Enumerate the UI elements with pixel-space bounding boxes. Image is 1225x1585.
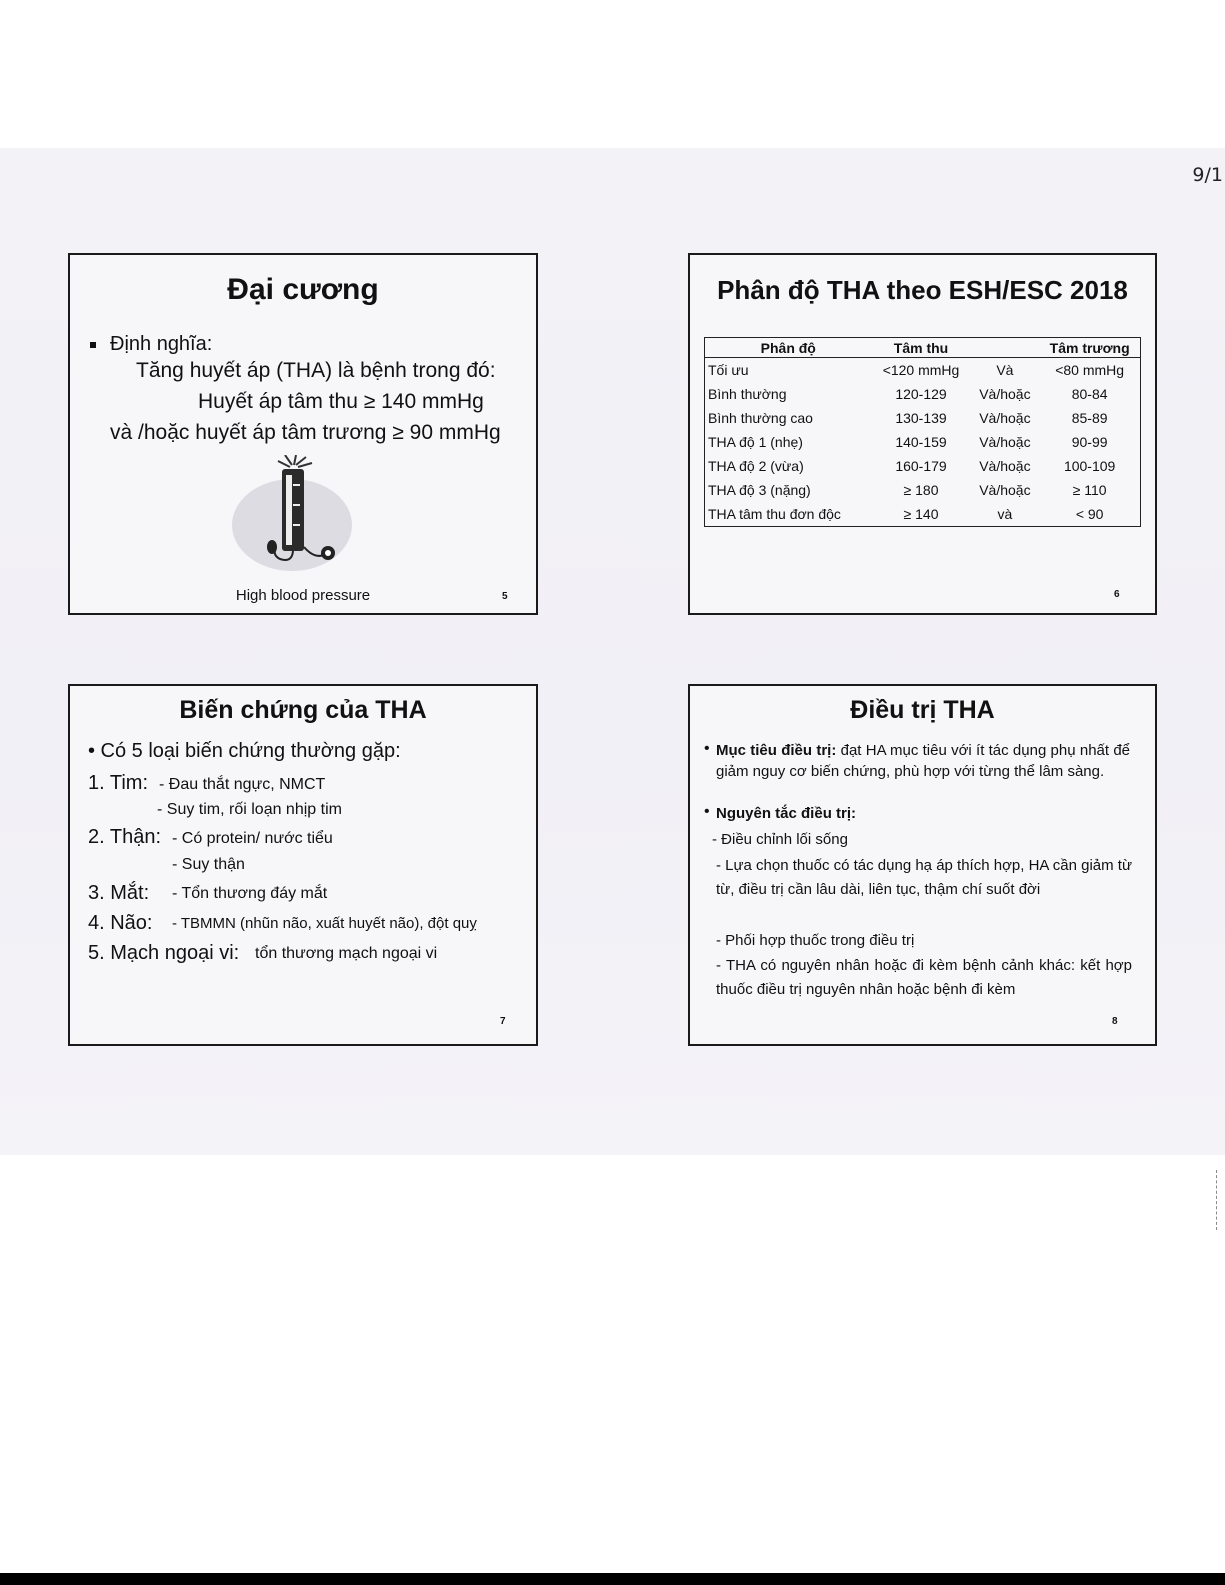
table-cell: Và/hoặc [979, 410, 1031, 426]
blood-pressure-gauge-icon [230, 455, 370, 575]
slide-title: Điều trị THA [850, 696, 995, 724]
definition-line-3: và /hoặc huyết áp tâm trương ≥ 90 mmHg [110, 421, 501, 444]
table-cell: Bình thường [708, 386, 787, 402]
table-cell: Và/hoặc [979, 458, 1031, 474]
table-cell: THA độ 2 (vừa) [708, 458, 804, 474]
column-header: Tâm thu [893, 340, 949, 356]
table-cell: <80 mmHg [1055, 362, 1125, 378]
table-row [705, 478, 1141, 502]
complication-detail: - Tổn thương đáy mắt [172, 885, 328, 902]
table-row [705, 454, 1141, 478]
table-cell: ≥ 140 [903, 506, 939, 522]
column-header: Phân độ [760, 340, 816, 356]
complication-label-eye: 3. Mắt: [88, 882, 150, 904]
slide-title: Phân độ THA theo ESH/ESC 2018 [717, 275, 1128, 305]
bullet-dot-icon: • [704, 803, 710, 820]
table-cell: Và/hoặc [979, 434, 1031, 450]
table-row [705, 406, 1141, 430]
table-cell: 85-89 [1071, 410, 1108, 426]
definition-line-2: Huyết áp tâm thu ≥ 140 mmHg [198, 390, 484, 413]
complication-detail: - Có protein/ nước tiểu [172, 830, 333, 847]
complication-detail: - Suy tim, rối loạn nhịp tim [157, 801, 342, 818]
slide-number: 6 [1114, 589, 1120, 600]
table-cell: và [997, 506, 1013, 522]
table-cell: 140-159 [895, 434, 947, 450]
table-cell: ≥ 110 [1072, 482, 1107, 498]
bullet-dot-icon: • [704, 740, 710, 757]
page-number: 9/1 [1192, 164, 1223, 186]
complication-detail: - Đau thắt ngực, NMCT [159, 776, 326, 793]
bp-classification-table [704, 337, 1141, 527]
scan-bottom-edge [0, 1573, 1225, 1585]
table-cell: Và [996, 362, 1014, 378]
principle-item: - THA có nguyên nhân hoặc đi kèm bệnh cảnh khác: kết hợp thuốc điều trị nguyên nhân hoặc bệnh đi kèm [716, 957, 1132, 998]
complications-intro: • Có 5 loại biến chứng thường gặp: [88, 740, 401, 762]
table-cell: THA độ 1 (nhẹ) [708, 434, 803, 450]
slide-number: 8 [1112, 1016, 1118, 1027]
table-cell: <120 mmHg [882, 362, 960, 378]
complication-detail: tổn thương mạch ngoại vi [255, 945, 438, 962]
table-cell: Tối ưu [708, 362, 749, 378]
complication-detail: - Suy thận [172, 856, 245, 873]
complication-label-brain: 4. Não: [88, 912, 153, 934]
slide-number: 5 [502, 591, 508, 602]
definition-line-1: Tăng huyết áp (THA) là bệnh trong đó: [136, 359, 496, 382]
slide-title: Biến chứng của THA [179, 696, 427, 724]
table-cell: < 90 [1075, 506, 1104, 522]
table-cell: 120-129 [895, 386, 947, 402]
table-cell: 130-139 [895, 410, 947, 426]
slide-complications [68, 684, 538, 1046]
square-bullet-icon [90, 342, 96, 348]
slide-treatment [688, 684, 1157, 1046]
table-row [705, 382, 1141, 406]
table-row [705, 430, 1141, 454]
slide-classification [688, 253, 1157, 615]
principle-item: - Lựa chọn thuốc có tác dụng hạ áp thích hợp, HA cần giảm từ từ, điều trị cần lâu dài, liên tục, thậm chí suốt đời [716, 857, 1133, 898]
edge-marks [1216, 1170, 1223, 1230]
definition-bullet: Định nghĩa: [90, 333, 212, 356]
table-cell: ≥ 180 [903, 482, 939, 498]
complication-detail: - TBMMN (nhũn não, xuất huyết não), đột quỵ [172, 915, 477, 932]
table-cell: 100-109 [1063, 458, 1116, 474]
table-cell: 80-84 [1071, 386, 1108, 402]
slide-title: Đại cương [227, 273, 379, 306]
table-cell: 90-99 [1071, 434, 1108, 450]
illustration-caption: High blood pressure [235, 587, 371, 604]
slide-general [68, 253, 538, 615]
table-cell: THA tâm thu đơn độc [708, 506, 841, 522]
table-row [705, 502, 1141, 527]
complication-label-peripheral: 5. Mạch ngoại vi: [88, 942, 240, 964]
principle-item: - Điều chỉnh lối sống [712, 831, 848, 848]
table-cell: Bình thường cao [708, 410, 813, 426]
table-cell: Và/hoặc [979, 482, 1031, 498]
table-cell: THA độ 3 (nặng) [708, 482, 811, 498]
slide-number: 7 [500, 1016, 506, 1027]
principle-item: - Phối hợp thuốc trong điều trị [716, 932, 915, 949]
table-cell: 160-179 [895, 458, 947, 474]
complication-label-kidney: 2. Thận: [88, 826, 162, 848]
treatment-principles-label: Nguyên tắc điều trị: [716, 805, 857, 822]
table-row [705, 358, 1141, 383]
table-cell: Và/hoặc [979, 386, 1031, 402]
column-header [971, 338, 1040, 358]
complication-label-heart: 1. Tim: [88, 772, 149, 794]
column-header: Tâm trương [1049, 340, 1130, 356]
table-header-row [705, 338, 1141, 358]
treatment-goal: Mục tiêu điều trị: đạt HA mục tiêu với ít tác dụng phụ nhất để giảm nguy cơ biến chứng, phù hợp với từng thể lâm sàng. [716, 742, 1131, 780]
